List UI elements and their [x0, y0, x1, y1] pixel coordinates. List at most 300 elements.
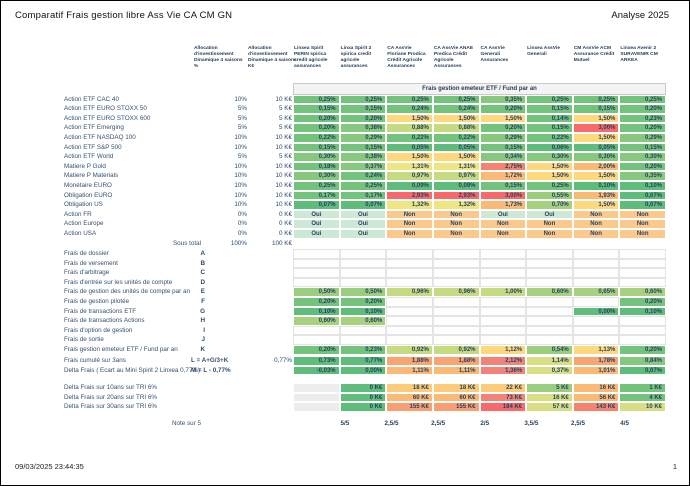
- alloc-keur-value: 10 K€: [275, 172, 292, 180]
- fee-cell: [293, 249, 340, 259]
- asset-fee-cell: 2,93%: [386, 191, 433, 201]
- delta-cell: 57 K€: [526, 402, 573, 412]
- asset-fee-cell: 3,00%: [573, 123, 620, 133]
- product-header: CM AssVie ACM Assurance Crédit Mutuel: [573, 46, 615, 64]
- product-header: CA AssVie ANAE Predica Crédit Agricole Assurances: [433, 46, 474, 70]
- asset-fee-cell: 0,25%: [573, 95, 620, 105]
- asset-row-label: Matiere P Materials: [64, 172, 119, 180]
- fee-cell: 0,20%: [619, 297, 666, 307]
- asset-fee-cell: 0,23%: [619, 114, 666, 124]
- asset-fee-cell: 0,25%: [619, 95, 666, 105]
- summary-cell: 0,07%: [619, 366, 666, 376]
- asset-fee-cell: 1,32%: [386, 200, 433, 210]
- asset-fee-cell: 0,24%: [433, 104, 480, 114]
- asset-fee-cell: 0,15%: [526, 123, 573, 133]
- fee-cell: [526, 316, 573, 326]
- delta-cell: 0 K€: [340, 402, 387, 412]
- summary-cell: 2,12%: [480, 356, 527, 366]
- fee-cell: [619, 268, 666, 278]
- asset-fee-cell: 0,25%: [433, 95, 480, 105]
- asset-fee-cell: 0,97%: [386, 171, 433, 181]
- asset-fee-cell: 0,22%: [526, 133, 573, 143]
- delta-cell: 155 K€: [433, 402, 480, 412]
- fee-row-letter: A: [200, 250, 205, 257]
- asset-fee-cell: 0,25%: [340, 181, 387, 191]
- asset-fee-cell: 1,93%: [573, 191, 620, 201]
- asset-fee-cell: 0,15%: [340, 143, 387, 153]
- summary-cell: 1,01%: [573, 366, 620, 376]
- note-value: 2,5/5: [431, 420, 446, 427]
- asset-fee-cell: 1,50%: [386, 114, 433, 124]
- asset-fee-cell: 2,75%: [480, 162, 527, 172]
- asset-fee-cell: 0,07%: [293, 200, 340, 210]
- fee-cell: [573, 278, 620, 288]
- alloc-keur-value: 10 K€: [275, 182, 292, 189]
- asset-fee-cell: 0,20%: [619, 162, 666, 172]
- fee-cell: 0,20%: [293, 297, 340, 307]
- asset-fee-cell: Oui: [340, 219, 387, 229]
- summary-cell: 0,73%: [293, 356, 340, 366]
- asset-row-label: Action USA: [64, 230, 97, 237]
- fee-cell: [433, 259, 480, 269]
- delta-cell: 10 K€: [619, 402, 666, 412]
- asset-fee-cell: 1,31%: [433, 162, 480, 172]
- asset-fee-cell: 0,22%: [386, 133, 433, 143]
- fee-cell: 0,60%: [293, 316, 340, 326]
- fee-cell: [433, 297, 480, 307]
- fee-cell: [573, 316, 620, 326]
- asset-fee-cell: 0,97%: [433, 171, 480, 181]
- asset-fee-cell: 0,30%: [573, 152, 620, 162]
- fee-cell: [619, 259, 666, 269]
- fee-cell: [573, 259, 620, 269]
- asset-fee-cell: Non: [480, 229, 527, 239]
- sous-total-label: Sous total: [172, 239, 201, 247]
- fee-cell: [293, 326, 340, 336]
- fee-cell: 0,10%: [340, 307, 387, 317]
- asset-fee-cell: Non: [433, 229, 480, 239]
- asset-fee-cell: 3,00%: [480, 191, 527, 201]
- fee-cell: [526, 249, 573, 259]
- asset-fee-cell: Non: [619, 219, 666, 229]
- asset-row-label: Action ETF Emerging: [64, 124, 124, 132]
- product-header: CA AssVie Generali Assurances: [480, 46, 509, 64]
- comparison-table: [61, 45, 667, 437]
- asset-fee-cell: Non: [619, 229, 666, 239]
- summary-cell: 1,88%: [386, 356, 433, 366]
- alloc-keur-value: 0 K€: [279, 220, 292, 228]
- note-value: 3,5/5: [524, 420, 539, 427]
- asset-fee-cell: 0,15%: [480, 143, 527, 153]
- asset-fee-cell: 0,09%: [386, 181, 433, 191]
- note-value: 4/5: [620, 420, 630, 427]
- asset-fee-cell: 0,20%: [340, 114, 387, 124]
- alloc-keur-value: 5 K€: [279, 124, 292, 132]
- summary-cell: 1,88%: [433, 356, 480, 366]
- alloc-keur-value: 5 K€: [279, 114, 292, 122]
- asset-fee-cell: 1,31%: [386, 162, 433, 172]
- asset-fee-cell: 0,15%: [573, 104, 620, 114]
- fee-cell: [619, 316, 666, 326]
- delta-cell: [293, 383, 340, 393]
- fee-cell: [433, 278, 480, 288]
- footer-page-number: 1: [672, 462, 677, 471]
- summary-ref-value: 0,77%: [274, 357, 292, 364]
- asset-fee-cell: Non: [619, 210, 666, 220]
- asset-fee-cell: 0,07%: [340, 200, 387, 210]
- summary-row-label: Delta Frais ( Ecart au Mini Spirit 2 Linxea 0,77%): [64, 366, 201, 374]
- fee-cell: [293, 268, 340, 278]
- asset-fee-cell: 0,88%: [433, 123, 480, 133]
- asset-fee-cell: 0,07%: [619, 191, 666, 201]
- delta-cell: 0 K€: [340, 383, 387, 393]
- asset-fee-cell: 0,20%: [619, 104, 666, 114]
- delta-cell: 5 K€: [526, 383, 573, 393]
- asset-fee-cell: 0,10%: [619, 181, 666, 191]
- alloc-pct-value: 10%: [234, 143, 247, 151]
- asset-fee-cell: 0,25%: [293, 95, 340, 105]
- alloc-keur-value: 10 K€: [275, 191, 292, 199]
- fee-row-letter: J: [201, 336, 205, 344]
- asset-fee-cell: 0,06%: [526, 143, 573, 153]
- fee-cell: [526, 307, 573, 317]
- alloc-pct-value: 10%: [234, 134, 247, 141]
- delta-cell: 1 K€: [619, 383, 666, 393]
- alloc-pct-value: 0%: [237, 230, 247, 237]
- fee-row-label: Frais d'option de gestion: [64, 326, 133, 334]
- asset-fee-cell: 0,15%: [526, 104, 573, 114]
- asset-fee-cell: Oui: [293, 219, 340, 229]
- fee-cell: 0,96%: [386, 287, 433, 297]
- fee-cell: [480, 297, 527, 307]
- asset-fee-cell: 0,15%: [340, 104, 387, 114]
- fee-row-label: Frais de gestion pilotée: [64, 298, 130, 305]
- fee-cell: [480, 335, 527, 345]
- asset-fee-cell: 0,05%: [433, 143, 480, 153]
- alloc-pct-value: 5%: [237, 105, 247, 113]
- fee-row-label: Frais d'entrée sur les unités de compte: [64, 278, 173, 286]
- asset-fee-cell: 1,50%: [526, 171, 573, 181]
- asset-fee-cell: Non: [433, 219, 480, 229]
- alloc-keur-value: 0 K€: [279, 230, 292, 237]
- fee-cell: [480, 268, 527, 278]
- asset-fee-cell: 0,15%: [293, 104, 340, 114]
- fee-cell: [619, 249, 666, 259]
- note-value: 5/5: [340, 420, 350, 427]
- delta-cell: 60 K€: [433, 393, 480, 403]
- fee-cell: [340, 335, 387, 345]
- fee-row-letter: D: [200, 278, 205, 286]
- asset-fee-cell: 0,29%: [340, 133, 387, 143]
- fee-cell: [480, 316, 527, 326]
- fee-cell: [433, 335, 480, 345]
- asset-fee-cell: Non: [573, 219, 620, 229]
- fee-cell: [619, 278, 666, 288]
- asset-fee-cell: 0,14%: [526, 114, 573, 124]
- fee-cell: [573, 249, 620, 259]
- fee-cell: 1,12%: [480, 345, 527, 355]
- fee-cell: [293, 259, 340, 269]
- fee-cell: 0,60%: [340, 316, 387, 326]
- asset-fee-cell: 1,73%: [480, 200, 527, 210]
- alloc-pct-value: 5%: [237, 124, 247, 132]
- asset-fee-cell: 0,17%: [293, 191, 340, 201]
- delta-cell: 16 K€: [573, 383, 620, 393]
- fee-cell: [526, 259, 573, 269]
- asset-fee-cell: 0,55%: [526, 191, 573, 201]
- fee-cell: [386, 316, 433, 326]
- fee-cell: [340, 278, 387, 288]
- fee-cell: 0,20%: [619, 345, 666, 355]
- asset-fee-cell: 0,25%: [526, 181, 573, 191]
- asset-fee-cell: Non: [526, 229, 573, 239]
- asset-fee-cell: Oui: [480, 210, 527, 220]
- delta-cell: 18 K€: [386, 383, 433, 393]
- asset-row-label: Action ETF EURO STOXX 600: [64, 114, 151, 122]
- fee-cell: 0,00%: [573, 307, 620, 317]
- alloc-pct-value: 0%: [237, 220, 247, 228]
- asset-fee-cell: 0,24%: [340, 171, 387, 181]
- summary-row-label: Frais cumulé sur 3ans: [64, 357, 126, 364]
- asset-fee-cell: 0,20%: [619, 123, 666, 133]
- asset-fee-cell: 0,25%: [293, 181, 340, 191]
- fee-cell: [293, 278, 340, 288]
- delta-cell: 73 K€: [480, 393, 527, 403]
- asset-fee-cell: 0,18%: [293, 162, 340, 172]
- page-title: Comparatif Frais gestion libre Ass Vie CA CM GN: [15, 10, 233, 21]
- fee-cell: 0,10%: [293, 307, 340, 317]
- asset-row-label: Action ETF S&P 500: [64, 143, 122, 151]
- delta-cell: 4 K€: [619, 393, 666, 403]
- fee-cell: 0,10%: [619, 307, 666, 317]
- asset-fee-cell: 0,10%: [573, 181, 620, 191]
- asset-fee-cell: 1,32%: [433, 200, 480, 210]
- summary-cell: -0,03%: [293, 366, 340, 376]
- fee-cell: [480, 278, 527, 288]
- alloc-pct-value: 10%: [234, 182, 247, 189]
- asset-fee-cell: Non: [526, 219, 573, 229]
- asset-fee-cell: 0,05%: [386, 143, 433, 153]
- alloc-header: Allocation d'investissement Dinamique 4 saisons K€: [248, 46, 297, 70]
- fee-cell: [340, 259, 387, 269]
- alloc-pct-value: 5%: [237, 114, 247, 122]
- fee-cell: [340, 249, 387, 259]
- product-header: Linxea Avenir 2 SURAVENIR CM ARKEA: [620, 46, 658, 64]
- alloc-keur-value: 5 K€: [279, 153, 292, 161]
- asset-fee-cell: 1,50%: [386, 152, 433, 162]
- asset-row-label: Action ETF World: [64, 153, 114, 161]
- alloc-keur-value: 10 K€: [275, 95, 292, 103]
- asset-fee-cell: Non: [433, 210, 480, 220]
- asset-fee-cell: 0,70%: [526, 200, 573, 210]
- fee-cell: [386, 268, 433, 278]
- asset-fee-cell: 0,35%: [480, 95, 527, 105]
- asset-fee-cell: 0,22%: [293, 133, 340, 143]
- fee-row-label: Frais de transactions Actions: [64, 317, 145, 325]
- delta-cell: 16 K€: [526, 393, 573, 403]
- fee-row-letter: E: [200, 288, 205, 296]
- alloc-keur-value: 5 K€: [279, 105, 292, 113]
- asset-fee-cell: 0,34%: [480, 152, 527, 162]
- asset-fee-cell: 1,50%: [573, 171, 620, 181]
- delta-cell: [293, 402, 340, 412]
- fee-cell: 0,60%: [526, 287, 573, 297]
- product-header: Linxa Spirit 2 spirica credit agricole assurances: [340, 46, 372, 70]
- fee-cell: 0,65%: [573, 287, 620, 297]
- asset-fee-cell: 0,20%: [480, 123, 527, 133]
- alloc-pct-value: 10%: [234, 191, 247, 199]
- fee-cell: [619, 335, 666, 345]
- summary-row-formula: L = A+G/3+K: [191, 357, 229, 364]
- asset-row-label: Action Europe: [64, 220, 104, 228]
- asset-row-label: Matiere P Gold: [64, 162, 106, 170]
- asset-row-label: Action ETF CAC 40: [64, 95, 119, 103]
- alloc-pct-value: 10%: [234, 95, 247, 103]
- asset-fee-cell: 0,15%: [293, 143, 340, 153]
- alloc-pct-value: 10%: [234, 162, 247, 170]
- fee-cell: [573, 326, 620, 336]
- summary-cell: 1,78%: [573, 356, 620, 366]
- sous-total-keur: 100 K€: [272, 239, 292, 247]
- asset-fee-cell: 0,24%: [386, 104, 433, 114]
- fee-row-letter: H: [200, 317, 205, 325]
- delta-cell: 184 K€: [480, 402, 527, 412]
- asset-fee-cell: Oui: [340, 229, 387, 239]
- fee-cell: [526, 278, 573, 288]
- fee-cell: [526, 335, 573, 345]
- fees-banner-row: Frais gestion emeteur ETF / Fund par an: [293, 83, 666, 95]
- asset-fee-cell: 0,30%: [293, 171, 340, 181]
- asset-fee-cell: 0,20%: [480, 104, 527, 114]
- summary-cell: 1,11%: [433, 366, 480, 376]
- analysis-year-label: Analyse 2025: [611, 10, 669, 21]
- summary-cell: 0,37%: [526, 366, 573, 376]
- asset-fee-cell: 1,50%: [526, 162, 573, 172]
- fee-cell: [386, 335, 433, 345]
- product-header: Linxea AssVie Generali: [527, 46, 561, 58]
- asset-fee-cell: 0,35%: [619, 171, 666, 181]
- asset-fee-cell: 0,30%: [526, 152, 573, 162]
- fee-cell: 0,50%: [293, 287, 340, 297]
- delta-cell: 18 K€: [433, 383, 480, 393]
- fee-cell: [340, 326, 387, 336]
- alloc-keur-value: 10 K€: [275, 162, 292, 170]
- delta-row-label: Delta Frais sur 10ans sur TRI 6%: [64, 384, 157, 391]
- fee-row-letter: G: [200, 307, 205, 315]
- fee-cell: [526, 297, 573, 307]
- fee-row-label: Frais d'arbitrage: [64, 269, 110, 277]
- asset-fee-cell: 0,05%: [573, 143, 620, 153]
- asset-row-label: Obligation US: [64, 201, 103, 209]
- asset-fee-cell: 1,50%: [573, 133, 620, 143]
- product-header: Linxea Spirit PERIN spirica credit agricole assurances: [294, 46, 328, 70]
- asset-fee-cell: 0,38%: [340, 123, 387, 133]
- fee-row-letter: I: [203, 326, 205, 334]
- asset-fee-cell: Non: [573, 229, 620, 239]
- fee-cell: [619, 326, 666, 336]
- asset-fee-cell: Oui: [526, 210, 573, 220]
- delta-row-label: Delta Frais sur 30ans sur TRI 6%: [64, 403, 157, 411]
- fee-cell: [386, 278, 433, 288]
- footer-datetime: 09/03/2025 23:44:35: [15, 462, 84, 471]
- alloc-keur-value: 10 K€: [275, 134, 292, 141]
- summary-row-formula: M = L - 0,77%: [191, 366, 231, 374]
- fee-cell: [386, 259, 433, 269]
- asset-fee-cell: 2,93%: [433, 191, 480, 201]
- fee-cell: 1,13%: [573, 345, 620, 355]
- asset-fee-cell: 0,29%: [480, 133, 527, 143]
- delta-cell: 60 K€: [386, 393, 433, 403]
- fee-cell: [293, 335, 340, 345]
- asset-fee-cell: Non: [573, 210, 620, 220]
- fee-cell: [386, 297, 433, 307]
- asset-row-label: Monétaire EURO: [64, 182, 112, 189]
- delta-cell: 155 K€: [386, 402, 433, 412]
- asset-fee-cell: 1,50%: [573, 114, 620, 124]
- fee-cell: [480, 259, 527, 269]
- note-value: 2,5/5: [571, 420, 586, 427]
- asset-fee-cell: Oui: [340, 210, 387, 220]
- asset-fee-cell: 0,88%: [386, 123, 433, 133]
- fee-cell: [573, 268, 620, 278]
- fee-cell: 0,50%: [340, 287, 387, 297]
- fee-cell: [433, 316, 480, 326]
- asset-fee-cell: 0,30%: [293, 152, 340, 162]
- asset-fee-cell: 1,72%: [480, 171, 527, 181]
- fee-cell: [433, 249, 480, 259]
- asset-fee-cell: 0,25%: [340, 95, 387, 105]
- asset-fee-cell: 0,17%: [340, 191, 387, 201]
- fee-cell: [386, 249, 433, 259]
- alloc-keur-value: 10 K€: [275, 201, 292, 209]
- note-value: 2,5/5: [384, 420, 399, 427]
- delta-cell: 0 K€: [340, 393, 387, 403]
- asset-fee-cell: 0,15%: [619, 143, 666, 153]
- asset-fee-cell: 0,07%: [619, 200, 666, 210]
- fee-row-label: Frais de transactions ETF: [64, 307, 137, 315]
- fee-cell: 0,92%: [386, 345, 433, 355]
- asset-fee-cell: 0,37%: [340, 162, 387, 172]
- asset-fee-cell: 0,38%: [340, 152, 387, 162]
- summary-cell: 0,00%: [340, 366, 387, 376]
- fee-cell: 0,23%: [340, 345, 387, 355]
- asset-fee-cell: Oui: [293, 229, 340, 239]
- summary-cell: 1,36%: [480, 366, 527, 376]
- fee-row-letter: K: [200, 346, 205, 353]
- asset-fee-cell: 0,25%: [386, 95, 433, 105]
- fee-cell: 0,54%: [526, 345, 573, 355]
- fee-cell: [480, 249, 527, 259]
- fee-cell: 0,92%: [433, 345, 480, 355]
- asset-row-label: Action ETF NASDAQ 100: [64, 134, 136, 141]
- alloc-header: Allocation d'investissement Dinamique 4 saisons %: [194, 46, 243, 70]
- alloc-pct-value: 10%: [234, 172, 247, 180]
- asset-fee-cell: 0,20%: [293, 123, 340, 133]
- asset-fee-cell: 1,50%: [573, 200, 620, 210]
- fee-cell: [386, 326, 433, 336]
- fee-cell: 0,20%: [340, 297, 387, 307]
- note-row-label: Note sur 5: [171, 420, 201, 427]
- fee-row-label: Frais de versement: [64, 259, 118, 267]
- asset-fee-cell: 1,50%: [480, 114, 527, 124]
- fee-cell: 0,96%: [433, 287, 480, 297]
- asset-fee-cell: 0,29%: [619, 133, 666, 143]
- asset-fee-cell: 0,22%: [433, 133, 480, 143]
- fee-row-letter: B: [200, 259, 205, 267]
- alloc-pct-value: 5%: [237, 153, 247, 161]
- asset-fee-cell: 0,09%: [433, 181, 480, 191]
- summary-cell: 0,84%: [619, 356, 666, 366]
